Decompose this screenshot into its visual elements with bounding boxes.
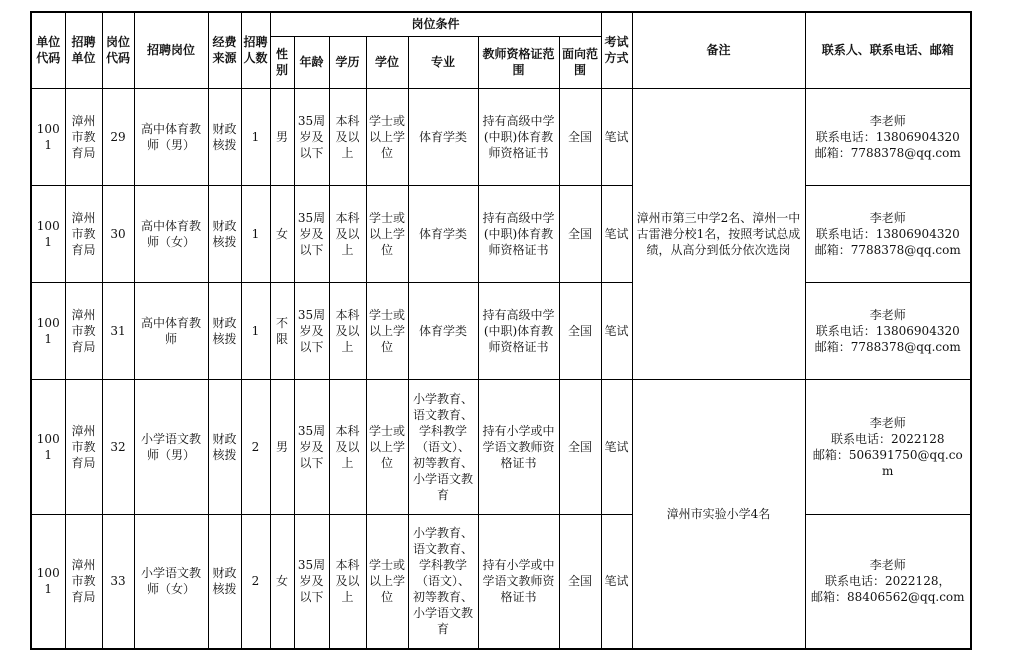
header-unit-code: 单位代码: [31, 12, 65, 88]
cell-post: 高中体育教师: [134, 282, 208, 379]
cell-contact: [805, 514, 971, 649]
cell-post-code: 31: [102, 282, 134, 379]
cell-unit-code: 1001: [31, 282, 65, 379]
cell-degree: 学士或以上学位: [366, 379, 408, 514]
cell-education: 本科及以上: [329, 379, 366, 514]
cell-unit: 漳州市教育局: [65, 379, 102, 514]
cell-post: 高中体育教师（女）: [134, 185, 208, 282]
cell-contact: [805, 379, 971, 514]
cell-gender: 女: [270, 185, 294, 282]
table-row: [31, 379, 971, 514]
contact-name: 李老师: [869, 415, 906, 430]
header-remarks: 备注: [632, 12, 805, 88]
cell-age: 35周岁及以下: [294, 514, 329, 649]
remarks-group-1: 漳州市第三中学2名、漳州一中古雷港分校1名，按照考试总成绩，从高分到低分依次选岗: [632, 88, 805, 379]
header-gender: 性别: [270, 36, 294, 88]
cell-education: 本科及以上: [329, 514, 366, 649]
cell-count: 2: [241, 379, 270, 514]
cell-unit: 漳州市教育局: [65, 514, 102, 649]
contact-phone: 联系电话：13806904320: [815, 226, 960, 241]
cell-unit-code: 1001: [31, 185, 65, 282]
contact-phone: 联系电话：13806904320: [815, 129, 960, 144]
header-target-scope: 面向范围: [559, 36, 601, 88]
cell-gender: 男: [270, 88, 294, 185]
header-degree: 学位: [366, 36, 408, 88]
cell-gender: 男: [270, 379, 294, 514]
table-row: [31, 185, 971, 282]
cell-age: 35周岁及以下: [294, 282, 329, 379]
header-cert-scope: 教师资格证范围: [478, 36, 559, 88]
cell-funding: 财政核拨: [208, 185, 241, 282]
cell-post-code: 30: [102, 185, 134, 282]
contact-phone: 联系电话：13806904320: [815, 323, 960, 338]
cell-exam: 笔试: [601, 514, 632, 649]
cell-age: 35周岁及以下: [294, 185, 329, 282]
table-row: [31, 282, 971, 379]
header-count: 招聘人数: [241, 12, 270, 88]
header-recruit-post: 招聘岗位: [134, 12, 208, 88]
contact-name: 李老师: [869, 210, 906, 225]
cell-exam: 笔试: [601, 88, 632, 185]
remarks-group-2: 漳州市实验小学4名: [632, 379, 805, 649]
contact-email: 邮箱：88406562@qq.com: [810, 590, 965, 605]
cell-scope: 全国: [559, 282, 601, 379]
contact-phone: 联系电话：2022128，: [825, 574, 951, 589]
header-age: 年龄: [294, 36, 329, 88]
contact-phone: 联系电话：2022128: [831, 431, 945, 446]
cell-count: 1: [241, 88, 270, 185]
contact-email: 邮箱：7788378@qq.com: [814, 339, 961, 354]
cell-degree: 学士或以上学位: [366, 282, 408, 379]
header-contact: 联系人、联系电话、邮箱: [805, 12, 971, 88]
cell-gender: 女: [270, 514, 294, 649]
cell-age: 35周岁及以下: [294, 379, 329, 514]
cell-education: 本科及以上: [329, 185, 366, 282]
cell-major: 小学教育、语文教育、学科教学（语文）、初等教育、小学语文教育: [408, 379, 478, 514]
header-row-top: [31, 12, 971, 36]
cell-post-code: 32: [102, 379, 134, 514]
cell-scope: 全国: [559, 379, 601, 514]
cell-exam: 笔试: [601, 282, 632, 379]
cell-funding: 财政核拨: [208, 88, 241, 185]
header-recruit-unit: 招聘单位: [65, 12, 102, 88]
cell-post: 高中体育教师（男）: [134, 88, 208, 185]
cell-scope: 全国: [559, 88, 601, 185]
cell-unit: 漳州市教育局: [65, 88, 102, 185]
cell-cert: 持有小学或中学语文教师资格证书: [478, 514, 559, 649]
cell-post: 小学语文教师（女）: [134, 514, 208, 649]
header-funding: 经费来源: [208, 12, 241, 88]
cell-cert: 持有小学或中学语文教师资格证书: [478, 379, 559, 514]
cell-scope: 全国: [559, 185, 601, 282]
cell-cert: 持有高级中学(中职)体育教师资格证书: [478, 282, 559, 379]
cell-major: 体育学类: [408, 282, 478, 379]
cell-degree: 学士或以上学位: [366, 185, 408, 282]
contact-email: 邮箱：7788378@qq.com: [814, 145, 961, 160]
cell-count: 1: [241, 185, 270, 282]
cell-funding: 财政核拨: [208, 514, 241, 649]
cell-post-code: 33: [102, 514, 134, 649]
contact-name: 李老师: [869, 113, 906, 128]
cell-cert: 持有高级中学(中职)体育教师资格证书: [478, 88, 559, 185]
contact-name: 李老师: [869, 558, 906, 573]
table-row: [31, 514, 971, 649]
cell-degree: 学士或以上学位: [366, 88, 408, 185]
cell-contact: [805, 282, 971, 379]
cell-scope: 全国: [559, 514, 601, 649]
cell-count: 2: [241, 514, 270, 649]
contact-email: 邮箱：506391750@qq.com: [812, 447, 963, 478]
cell-degree: 学士或以上学位: [366, 514, 408, 649]
header-exam: 考试方式: [601, 12, 632, 88]
header-conditions: 岗位条件: [270, 12, 601, 36]
cell-education: 本科及以上: [329, 88, 366, 185]
table-row: [31, 88, 971, 185]
cell-major: 小学教育、语文教育、学科教学（语文）、初等教育、小学语文教育: [408, 514, 478, 649]
cell-exam: 笔试: [601, 185, 632, 282]
header-major: 专业: [408, 36, 478, 88]
contact-name: 李老师: [869, 307, 906, 322]
header-education: 学历: [329, 36, 366, 88]
cell-contact: [805, 88, 971, 185]
cell-post-code: 29: [102, 88, 134, 185]
cell-funding: 财政核拨: [208, 282, 241, 379]
contact-email: 邮箱：7788378@qq.com: [814, 242, 961, 257]
cell-unit: 漳州市教育局: [65, 185, 102, 282]
cell-unit: 漳州市教育局: [65, 282, 102, 379]
recruitment-table: [30, 11, 972, 650]
cell-contact: [805, 185, 971, 282]
header-post-code: 岗位代码: [102, 12, 134, 88]
cell-unit-code: 1001: [31, 514, 65, 649]
cell-cert: 持有高级中学(中职)体育教师资格证书: [478, 185, 559, 282]
cell-unit-code: 1001: [31, 88, 65, 185]
cell-exam: 笔试: [601, 379, 632, 514]
cell-major: 体育学类: [408, 185, 478, 282]
recruitment-table-container: [30, 11, 972, 650]
cell-funding: 财政核拨: [208, 379, 241, 514]
cell-education: 本科及以上: [329, 282, 366, 379]
cell-post: 小学语文教师（男）: [134, 379, 208, 514]
cell-major: 体育学类: [408, 88, 478, 185]
cell-gender: 不限: [270, 282, 294, 379]
cell-unit-code: 1001: [31, 379, 65, 514]
cell-age: 35周岁及以下: [294, 88, 329, 185]
cell-count: 1: [241, 282, 270, 379]
